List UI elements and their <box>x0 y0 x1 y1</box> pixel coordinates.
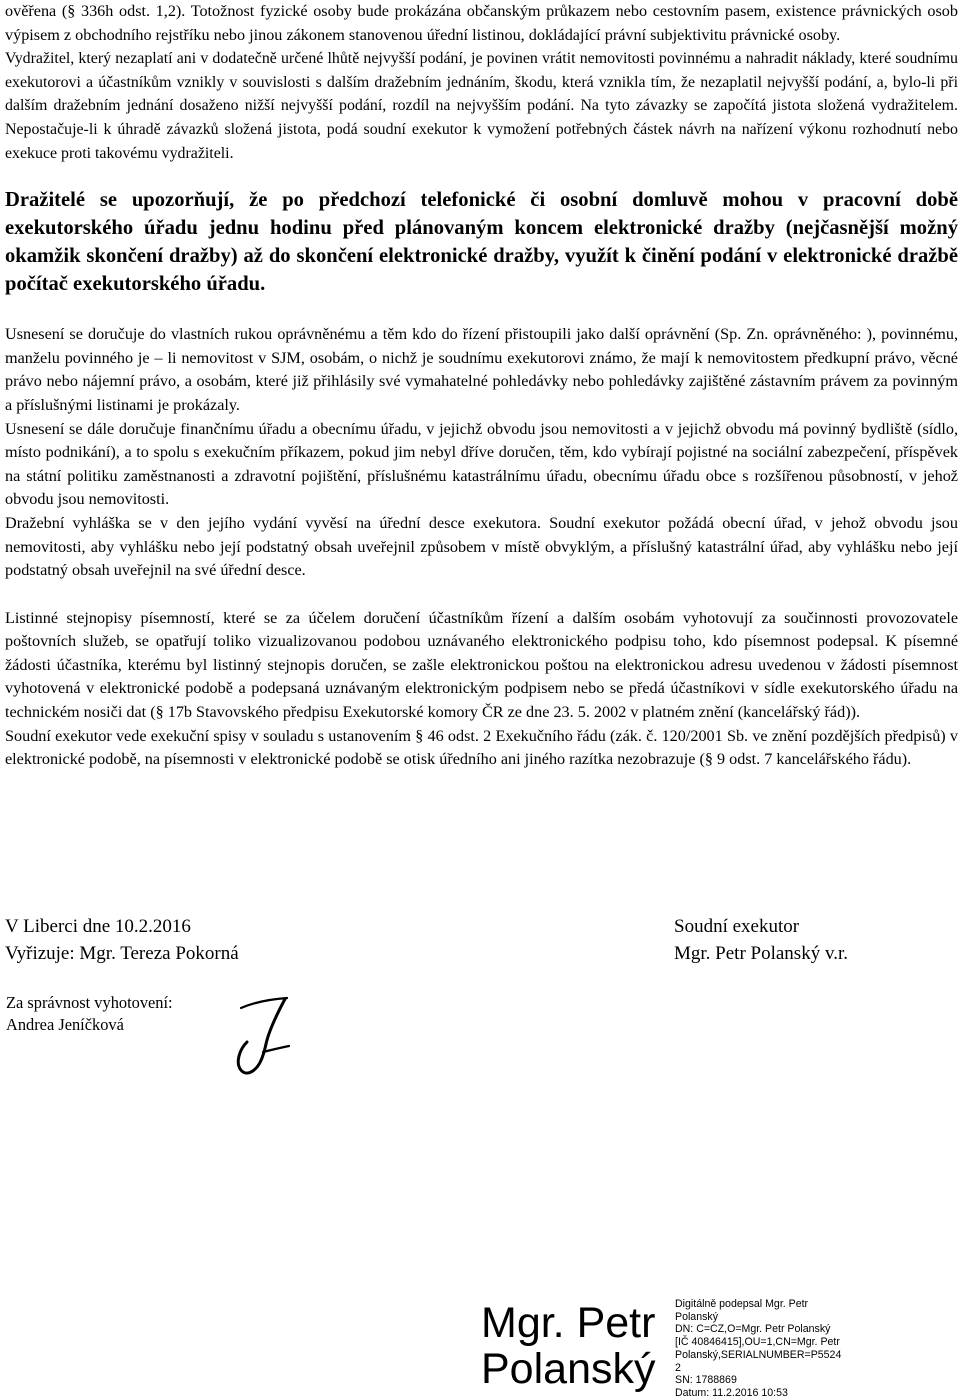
paragraph-notice-bold: Dražitelé se upozorňují, že po předchozí telefonické či osobní domluvě mohou v pracovní době exekutorského úřadu jednu hodinu před plánovaným koncem elektronické dražby (nejčasnější možný okamžik skončení dražby) až do skončení elektronické dražby, využít k činění podání v elektronické dražbě počítač exekutorského úřadu. <box>5 189 958 296</box>
digital-signature-line: DN: C=CZ,O=Mgr. Petr Polanský <box>675 1323 831 1336</box>
correctness-attestation <box>6 992 173 1036</box>
digital-signature-name-line2: Polanský <box>481 1345 656 1393</box>
digital-signature-line: Polanský <box>675 1310 718 1323</box>
handwritten-signature <box>233 996 293 1083</box>
digital-signature-details <box>675 1298 875 1400</box>
digital-signature-name-line1: Mgr. Petr <box>481 1299 656 1347</box>
digital-signature-line: Polanský,SERIALNUMBER=P5524 <box>675 1348 842 1361</box>
paragraph-electronic-files: Soudní exekutor vede exekuční spisy v souladu s ustanovením § 46 odst. 2 Exekučního řádu (zák. č. 120/2001 Sb. ve znění pozdějších předpisů) v elektronické podobě, na písemnosti v elektronické podobě se otisk úředního ani jiného razítka nezobrazuje (§ 9 odst. 7 kancelářského řádu). <box>5 726 958 769</box>
paragraph-delivery-2: Usnesení se dále doručuje finančnímu úřadu a obecnímu úřadu, v jejichž obvodu jsou nemovitosti a v jejichž obvodu má povinný bydliště (sídlo, místo podnikání), a to spolu s exekučním příkazem, pokud jim nebyl dříve doručen, těm, kdo vybírají pojistné na sociální zabezpečení, příspěvek na státní politiku zaměstnanosti a zdravotní pojištění, příslušnému katastrálnímu úřadu, obecnímu úřadu obce s rozšířenou působností, v jehož obvodu jsou nemovitosti. <box>5 419 958 509</box>
paragraph-identity: ověřena (§ 336h odst. 1,2). Totožnost fyzické osoby bude prokázána občanským průkazem nebo cestovním pasem, existence právnických osob výpisem z obchodního rejstříku nebo jinou zákonem stanovenou úřední listinou, dokládající právní subjektivitu právnické osoby. <box>5 2 958 44</box>
paragraph-copies: Listinné stejnopisy písemností, které se za účelem doručení účastníkům řízení a dalším osobám vyhotovují za součinnosti provozovatele poštovních služeb, se opatřují toliko vizualizovanou podobou uznávaného elektronického podpisu toho, kdo písemnost podepsal. K písemné žádosti účastníka, kterému byl listinný stejnopis doručen, se zašle elektronickou poštou na elektronickou adresu uvedenou v žádosti písemnost vyhotovená v elektronické podobě a podepsaná uznávaným elektronickým podpisem nebo se předá účastníkovi v sídle exekutorského úřadu na technickém nosiči dat (§ 17b Stavovského předpisu Exekutorské komory ČR ze dne 23. 5. 2002 v platném znění (kancelářský řád)). <box>5 608 958 722</box>
correctness-name: Andrea Jeníčková <box>6 1015 124 1034</box>
digital-signature-line: Datum: 11.2.2016 10:53 <box>675 1386 788 1399</box>
paragraph-vydrazitel: Vydražitel, který nezaplatí ani v dodatečně určené lhůtě nejvyšší podání, je povinen vrátit nemovitosti povinnému a nahradit náklady, které soudnímu exekutorovi a účastníkům vznikly v souvislosti s dalším dražebním jednáním, škodu, která vznikla tím, že nezaplatil nejvyšší podání, a, bylo-li při dalším dražebním jednání dosaženo nižší nejvyšší podání, rozdíl na nejvyšším podání. Na tyto závazky se započítá jistota složená vydražitelem. Nepostačuje-li k úhradě závazků složená jistota, podá soudní exekutor k vymožení potřebných částek návrh na nařízení výkonu rozhodnutí nebo exekuce proti takovému vydražiteli. <box>5 50 958 162</box>
paragraph-delivery-1: Usnesení se doručuje do vlastních rukou oprávněnému a těm kdo do řízení přistoupili jako další oprávnění (Sp. Zn. oprávněného: ), povinnému, manželu povinného je – li nemovitost v SJM, osobám, o nichž je soudnímu exekutorovi známo, že mají k nemovitostem předkupní právo, věcné právo nebo nájemní právo, a osobám, které již přihlásily své vymahatelné pohledávky nebo pohledávky zajištěné zástavním právem za povinným a příslušnými listinami je prokázaly. <box>5 325 958 414</box>
digital-signature-line: 2 <box>675 1361 681 1374</box>
document-page <box>5 0 958 772</box>
digital-signature-line: SN: 1788869 <box>675 1374 737 1387</box>
signer-role: Soudní exekutor <box>674 916 800 937</box>
correctness-label: Za správnost vyhotovení: <box>6 993 173 1012</box>
digital-signature-line: [IČ 40846415],OU=1,CN=Mgr. Petr <box>675 1336 840 1349</box>
paragraph-posting: Dražební vyhláška se v den jejího vydání vyvěsí na úřední desce exekutora. Soudní exekutor požádá obecní úřad, v jehož obvodu jsou nemovitosti, aby vyhlášku nebo její podstatný obsah uveřejnil způsobem v místě obvyklým, a příslušný katastrální úřad, aby vyhlášku nebo její podstatný obsah uveřejnil na své úřední desce. <box>5 513 958 580</box>
digital-signature-line: Digitálně podepsal Mgr. Petr <box>675 1298 809 1310</box>
signer-name: Mgr. Petr Polanský v.r. <box>674 943 848 964</box>
place-date: V Liberci dne 10.2.2016 <box>5 916 191 937</box>
handled-by: Vyřizuje: Mgr. Tereza Pokorná <box>5 943 239 964</box>
digital-signature-name <box>481 1300 655 1392</box>
